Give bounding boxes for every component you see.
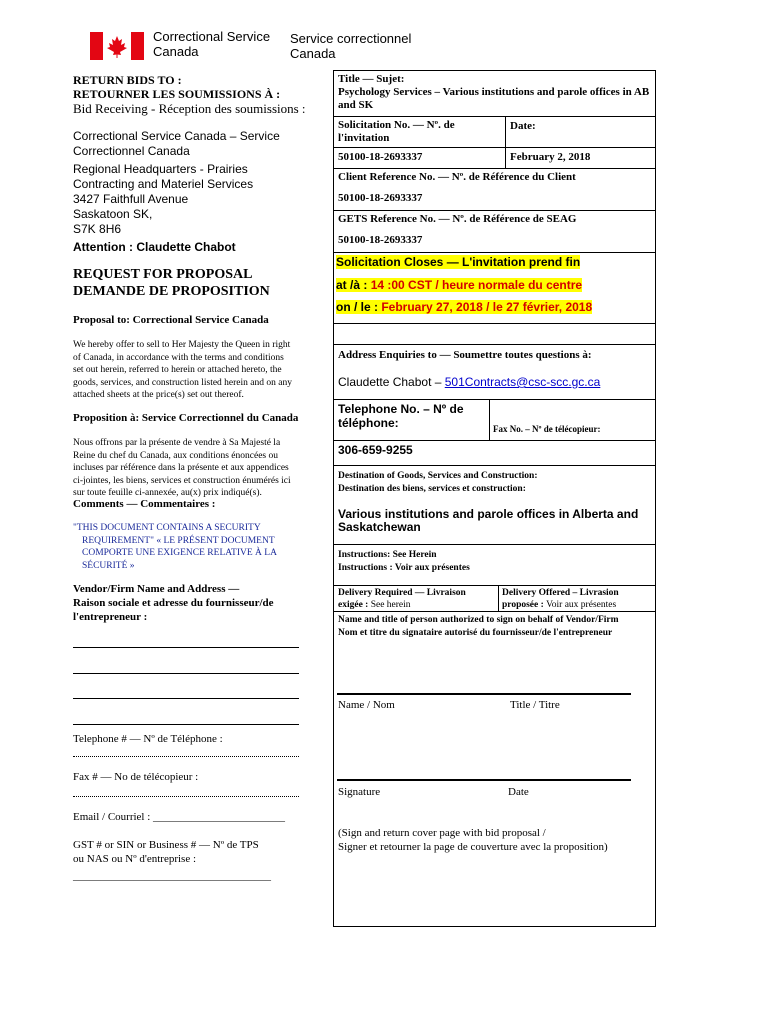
vendor-label-line: Raison sociale et adresse du fournisseur/de (73, 597, 274, 609)
delivery-required-label: Delivery Required — Livraison (338, 588, 466, 598)
contact-email-link[interactable]: 501Contracts@csc-scc.gc.ca (444, 375, 601, 389)
date-label: Date: (510, 120, 536, 132)
contact-name: Claudette Chabot – (338, 375, 445, 389)
vendor-label-line: Vendor/Firm Name and Address — (73, 583, 240, 595)
org-name-en (153, 29, 270, 59)
rfp-title-en: REQUEST FOR PROPOSAL (73, 267, 253, 282)
date-sign-label: Date (508, 786, 529, 798)
rfp-title-fr: DEMANDE DE PROPOSITION (73, 284, 270, 299)
on-prefix: on / le : (336, 300, 382, 314)
offer-line: of Canada, in accordance with the terms and conditions (73, 352, 284, 363)
offer-text-en (73, 339, 292, 402)
title-value: Psychology Services – Various institutions and parole offices in AB and SK (338, 86, 650, 111)
security-requirement-note (73, 522, 277, 572)
offer-line: set out herein, referred to herein or attached hereto, the (73, 365, 282, 375)
address-line: S7K 8H6 (73, 222, 122, 236)
divider (333, 147, 656, 148)
rfp-title (73, 266, 270, 300)
fax-field[interactable] (73, 796, 299, 797)
closing-time-value: 14 :00 CST / heure normale du centre (370, 278, 583, 292)
gst-blank: ____________________________________ (73, 870, 271, 882)
contact-line (338, 375, 600, 389)
delivery-offered-label: proposée : (502, 600, 547, 610)
security-line: REQUIREMENT" « LE PRÉSENT DOCUMENT (82, 535, 275, 546)
gst-field[interactable] (73, 838, 271, 883)
title-titre-label: Title / Titre (510, 699, 560, 711)
destination-value: Various institutions and parole offices in Alberta and Saskatchewan (338, 507, 639, 534)
divider (333, 323, 656, 324)
address-line: Contracting and Materiel Services (73, 177, 254, 191)
signature-label: Signature (338, 786, 381, 798)
address-line: 3427 Faithfull Avenue (73, 192, 189, 206)
vendor-address-line-1[interactable] (73, 647, 299, 648)
divider (333, 116, 656, 117)
delivery-required (338, 587, 466, 611)
closing-section (336, 255, 580, 269)
proposal-to: Proposal to: Correctional Service Canada (73, 314, 269, 326)
delivery-offered-value: Voir aux présentes (546, 600, 617, 610)
divider (333, 440, 656, 441)
gets-ref-label: GETS Reference No. — Nº. de Référence de SEAG (338, 213, 577, 225)
org-fr-line2: Canada (290, 46, 336, 61)
instructions-line: Instructions : Voir aux présentes (338, 562, 470, 573)
divider (333, 168, 656, 169)
phone-label-line: Telephone No. – Nº de (338, 402, 464, 416)
address-line: Correctional Service Canada – Service (73, 129, 280, 143)
gst-label-line: GST # or SIN or Business # — Nº de TPS (73, 839, 259, 851)
offer-line: sur toute feuille ci-annexée, au(x) prix indiqué(s). (73, 488, 262, 498)
sol-no-label-line: l'invitation (338, 132, 390, 144)
attention-line: Attention : Claudette Chabot (73, 240, 236, 254)
gst-label-line: ou NAS ou Nº d'entreprise : (73, 853, 197, 865)
org-en-line1: Correctional Service (153, 29, 271, 44)
gets-ref-no: 50100-18-2693337 (338, 234, 423, 246)
divider (333, 344, 656, 345)
closes-label: Solicitation Closes — L'invitation prend fin (336, 255, 581, 269)
offer-line: goods, services, and construction listed herein and on any (73, 377, 292, 388)
phone-label-line: téléphone: (338, 416, 399, 430)
closing-date (336, 300, 592, 314)
address-line: Saskatoon SK, (73, 207, 153, 221)
delivery-offered (502, 587, 619, 611)
offer-line: attached sheets at the price(s) set out thereof. (73, 390, 244, 400)
title-label: Title — Sujet: (338, 73, 405, 85)
return-bids-en: RETURN BIDS TO : (73, 73, 182, 87)
security-line: "THIS DOCUMENT CONTAINS A SECURITY (73, 523, 261, 533)
divider (333, 611, 656, 612)
address-line: Correctionnel Canada (73, 144, 190, 158)
offer-line: Reine du chef du Canada, aux conditions énoncées ou (73, 450, 278, 461)
sign-return-note (338, 826, 608, 854)
divider (333, 399, 656, 400)
org-en-line2: Canada (153, 44, 199, 59)
return-bids-fr: RETOURNER LES SOUMISSIONS À : (73, 87, 281, 101)
sign-return-line: (Sign and return cover page with bid proposal / (338, 827, 546, 839)
telephone-label: Telephone # — Nº de Téléphone : (73, 733, 223, 745)
fax-label: Fax # — No de télécopieur : (73, 771, 199, 783)
name-title-field[interactable] (337, 693, 631, 695)
offer-line: Nous offrons par la présente de vendre à Sa Majesté la (73, 438, 281, 448)
bid-receiving: Bid Receiving - Réception des soumissions : (73, 101, 306, 116)
phone-number: 306-659-9255 (338, 443, 413, 457)
vendor-address-line-2[interactable] (73, 673, 299, 674)
delivery-offered-label: Delivery Offered – Livrasion (502, 588, 619, 598)
vendor-address-line-3[interactable] (73, 698, 299, 699)
telephone-field[interactable] (73, 756, 299, 757)
signer-label (338, 614, 619, 640)
offer-text-fr (73, 437, 291, 500)
security-line: SÉCURITÉ » (82, 560, 135, 571)
client-ref-label: Client Reference No. — Nº. de Référence du Client (338, 171, 576, 183)
security-line: COMPORTE UNE EXIGENCE RELATIVE À LA (82, 548, 277, 558)
enquiries-label: Address Enquiries to — Soumettre toutes questions à: (338, 349, 592, 361)
destination-label (338, 470, 538, 495)
offer-line: We hereby offer to sell to Her Majesty the Queen in right (73, 340, 291, 350)
signer-label-line: Nom et titre du signataire autorisé du fournisseur/de l'entrepreneur (338, 628, 613, 638)
vendor-label-line: l'entrepreneur : (73, 611, 148, 623)
email-field[interactable]: Email / Courriel : ________________________ (73, 811, 286, 823)
vendor-address-line-4[interactable] (73, 724, 299, 725)
solicitation-no: 50100-18-2693337 (338, 151, 423, 163)
proposition-a: Proposition à: Service Correctionnel du Canada (73, 412, 299, 424)
comments-label: Comments — Commentaires : (73, 498, 216, 510)
closing-date-value: February 27, 2018 / le 27 février, 2018 (381, 300, 593, 314)
at-prefix: at /à : (336, 278, 371, 292)
title-section (338, 73, 650, 112)
org-name-fr (290, 31, 411, 61)
return-address (73, 129, 280, 237)
address-line: Regional Headquarters - Prairies (73, 162, 248, 176)
divider (498, 585, 499, 611)
divider (333, 252, 656, 253)
destination-label-line: Destination des biens, services et construction: (338, 483, 526, 494)
divider (505, 116, 506, 168)
name-nom-label: Name / Nom (338, 699, 395, 711)
fax-no-label: Fax No. – Nº de télécopieur: (493, 424, 601, 434)
divider (333, 544, 656, 545)
solicitation-no-label (338, 119, 455, 145)
destination-label-line: Destination of Goods, Services and Construction: (338, 471, 538, 481)
offer-line: incluses par référence dans la présente et aux appendices (73, 463, 289, 473)
org-fr-line1: Service correctionnel (290, 31, 412, 46)
delivery-required-label: exigée : (338, 600, 371, 610)
delivery-required-value: See herein (370, 600, 411, 610)
sol-no-label-line: Solicitation No. — Nº. de (338, 119, 455, 131)
phone-label (338, 402, 464, 430)
offer-line: ci-jointes, les biens, services et construction énumérés ici (73, 475, 291, 486)
divider (489, 399, 490, 440)
divider (333, 210, 656, 211)
client-ref-no: 50100-18-2693337 (338, 192, 423, 204)
solicitation-date: February 2, 2018 (510, 151, 591, 163)
instructions-line: Instructions: See Herein (338, 550, 437, 560)
canada-flag-icon (90, 32, 144, 60)
return-bids-heading (73, 73, 280, 101)
divider (333, 465, 656, 466)
vendor-label (73, 582, 274, 624)
instructions (338, 549, 470, 574)
signer-label-line: Name and title of person authorized to sign on behalf of Vendor/Firm (338, 615, 619, 625)
signature-field[interactable] (337, 779, 631, 781)
sign-return-line: Signer et retourner la page de couverture avec la proposition) (338, 841, 608, 853)
closing-time (336, 278, 582, 292)
divider (333, 585, 656, 586)
